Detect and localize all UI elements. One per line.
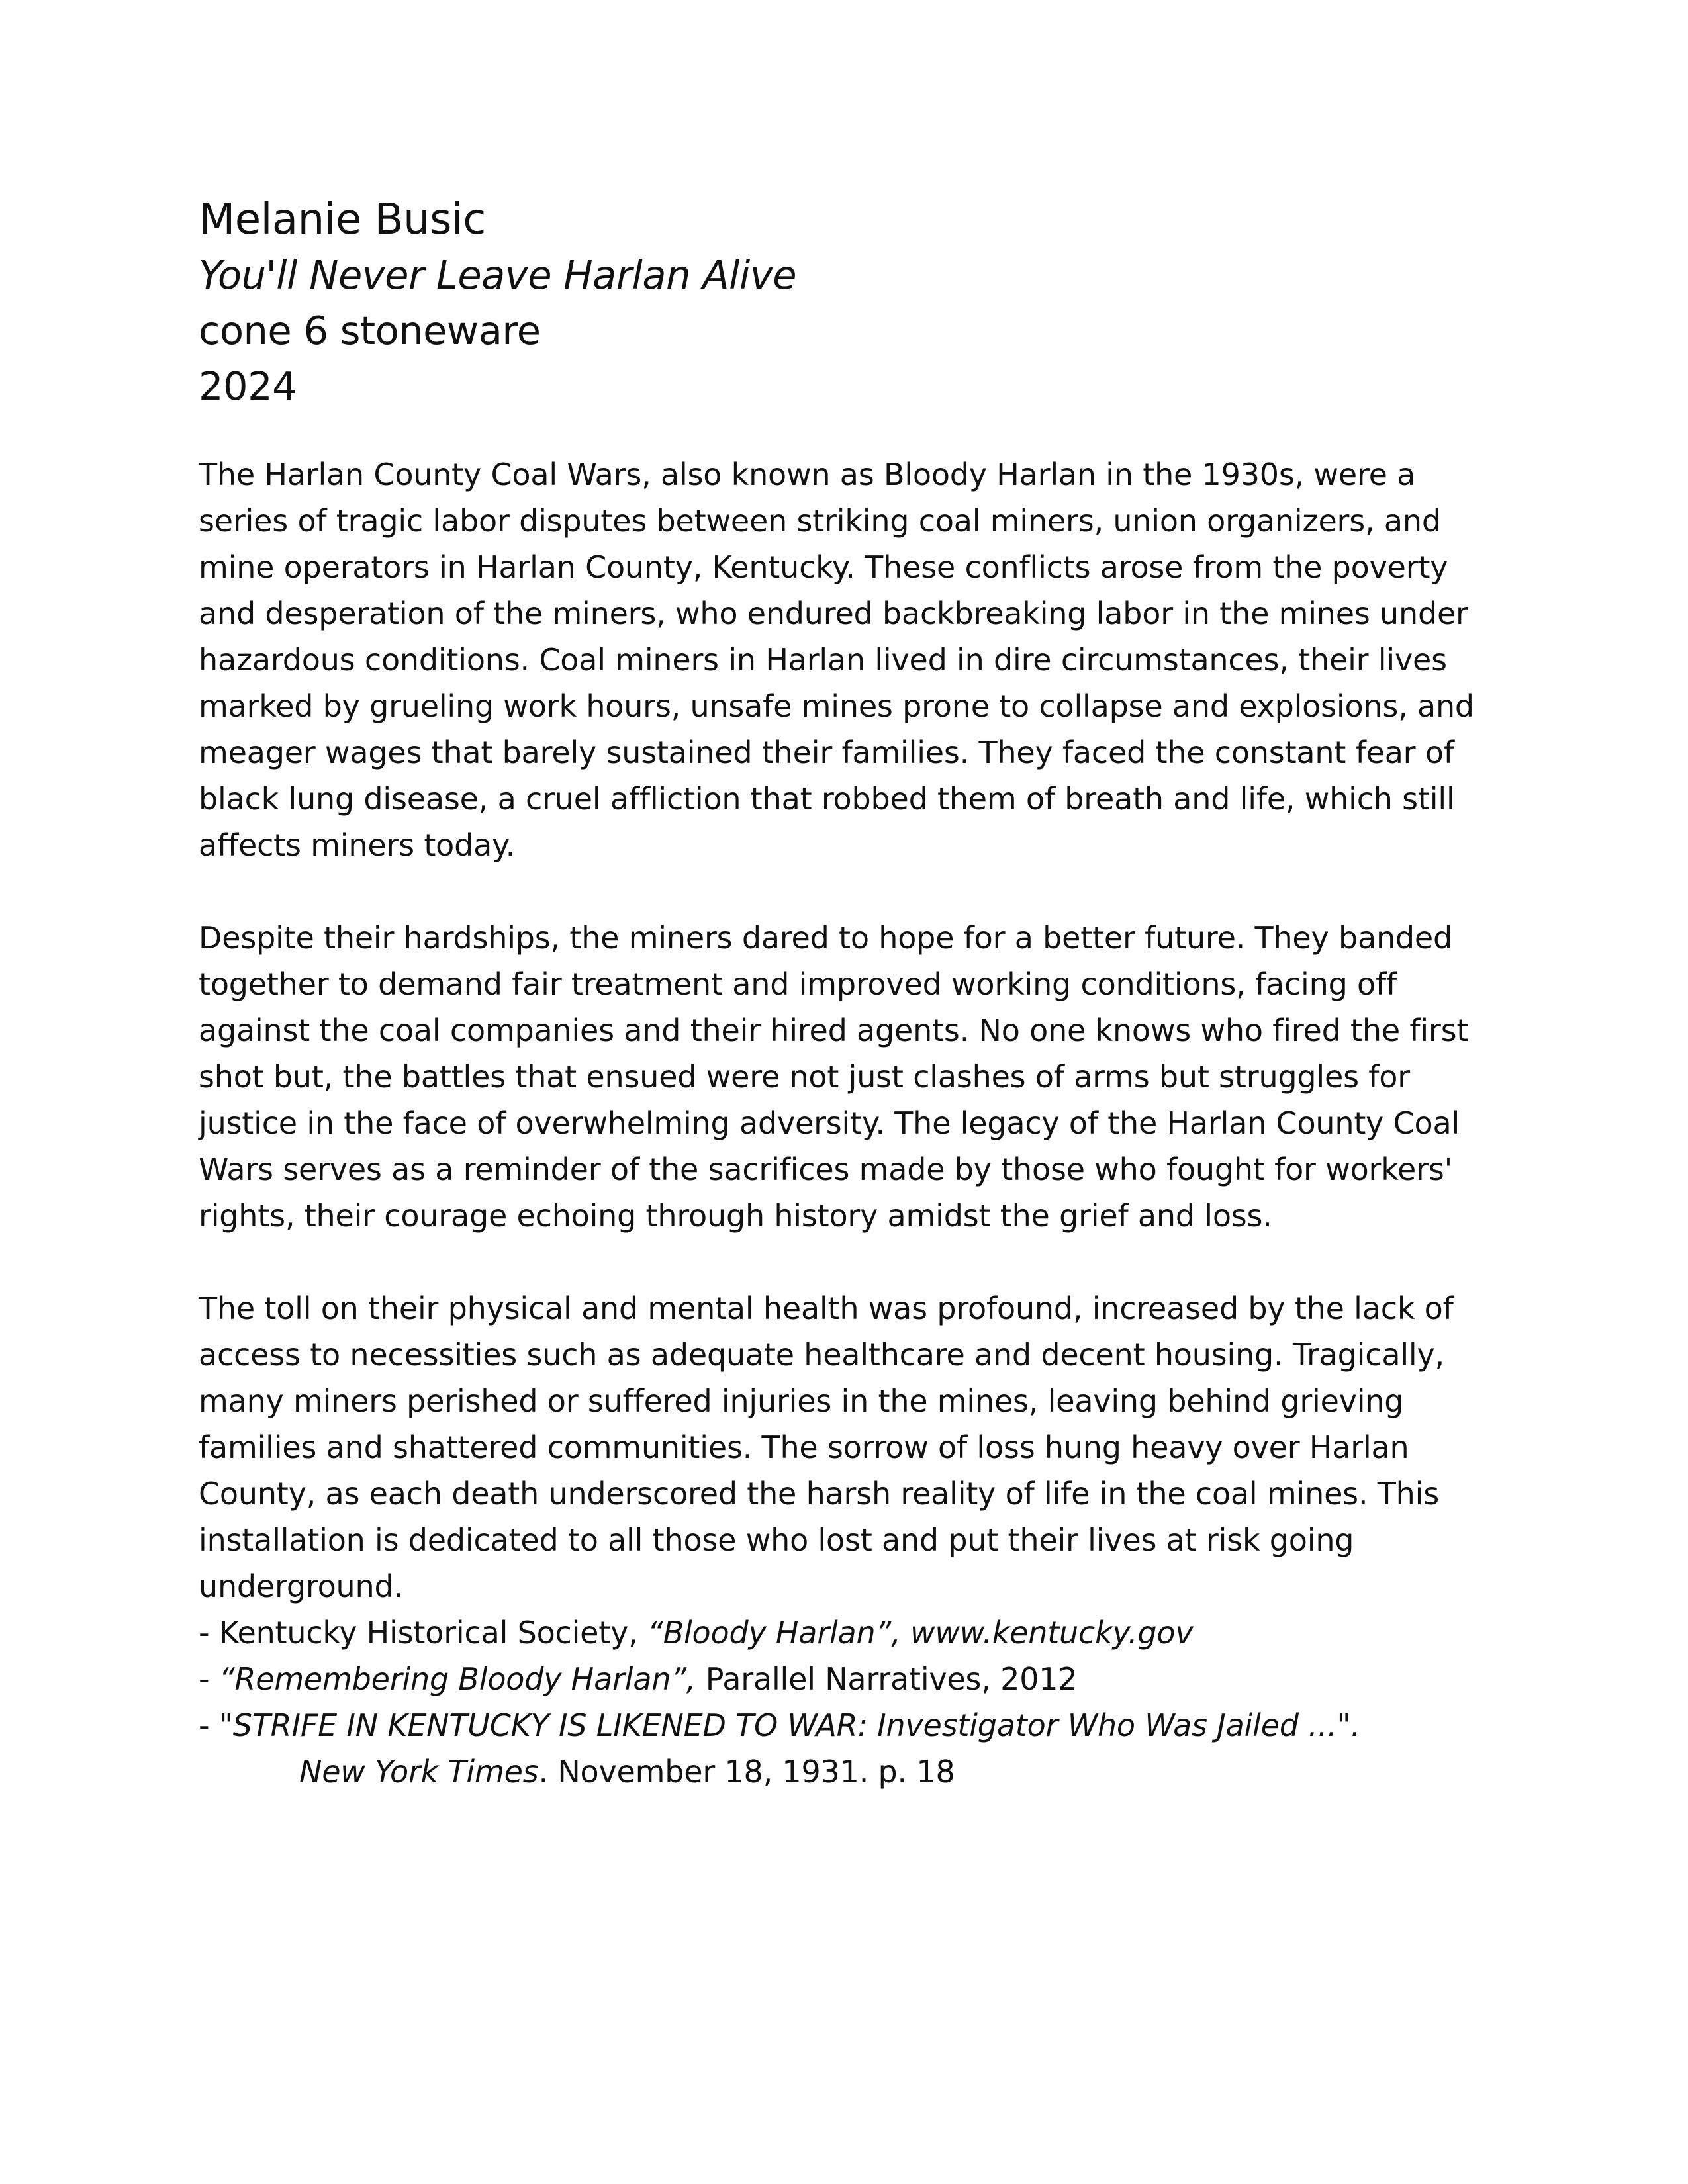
artwork-year: 2024 — [199, 363, 297, 409]
reference-item — [199, 1702, 1496, 1749]
reference-title: New York Times — [299, 1754, 539, 1790]
document-page — [199, 192, 1496, 1795]
reference-suffix: Parallel Narratives, 2012 — [696, 1661, 1078, 1697]
artwork-medium: cone 6 stoneware — [199, 308, 541, 353]
artist-statement — [199, 451, 1496, 1610]
reference-title: “Bloody Harlan”, www.kentucky.gov — [647, 1615, 1194, 1651]
artwork-title: You'll Never Leave Harlan Alive — [199, 252, 797, 298]
references-list — [199, 1610, 1496, 1795]
reference-title: "STRIFE IN KENTUCKY IS LIKENED TO WAR: Investigator Who Was Jailed ...". — [218, 1707, 1360, 1743]
reference-continuation — [199, 1749, 1496, 1795]
reference-prefix: - — [199, 1707, 219, 1743]
statement-paragraph: The Harlan County Coal Wars, also known as Bloody Harlan in the 1930s, were a series of tragic labor disputes between striking coal miners, union organizers, and mine operators in Harlan County, Kentucky. These conflicts arose from the poverty and desperation of the miners, who endured backbreaking labor in the mines under hazardous conditions. Coal miners in Harlan lived in dire circumstances, their lives marked by grueling work hours, unsafe mines prone to collapse and explosions, and meager wages that barely sustained their families. They faced the constant fear of black lung disease, a cruel affliction that robbed them of breath and life, which still affects miners today. — [199, 457, 1474, 863]
reference-title: “Remembering Bloody Harlan”, — [218, 1661, 696, 1697]
statement-paragraph: The toll on their physical and mental health was profound, increased by the lack of access to necessities such as adequate healthcare and decent housing. Tragically, many miners perished or suffered injuries in the mines, leaving behind grieving families and shattered communities. The sorrow of loss hung heavy over Harlan County, as each death underscored the harsh reality of life in the coal mines. This installation is dedicated to all those who lost and put their lives at risk going underground. — [199, 1291, 1454, 1604]
artwork-label — [199, 192, 1496, 414]
reference-item — [199, 1610, 1496, 1656]
reference-item — [199, 1656, 1496, 1702]
reference-suffix: . November 18, 1931. p. 18 — [538, 1754, 955, 1790]
reference-prefix: - Kentucky Historical Society, — [199, 1615, 647, 1651]
artist-name: Melanie Busic — [199, 195, 486, 244]
reference-prefix: - — [199, 1661, 219, 1697]
statement-paragraph: Despite their hardships, the miners dared to hope for a better future. They banded together to demand fair treatment and improved working conditions, facing off against the coal companies and their hired agents. No one knows who fired the first shot but, the battles that ensued were not just clashes of arms but struggles for justice in the face of overwhelming adversity. The legacy of the Harlan County Coal Wars serves as a reminder of the sacrifices made by those who fought for workers' rights, their courage echoing through history amidst the grief and loss. — [199, 920, 1469, 1234]
